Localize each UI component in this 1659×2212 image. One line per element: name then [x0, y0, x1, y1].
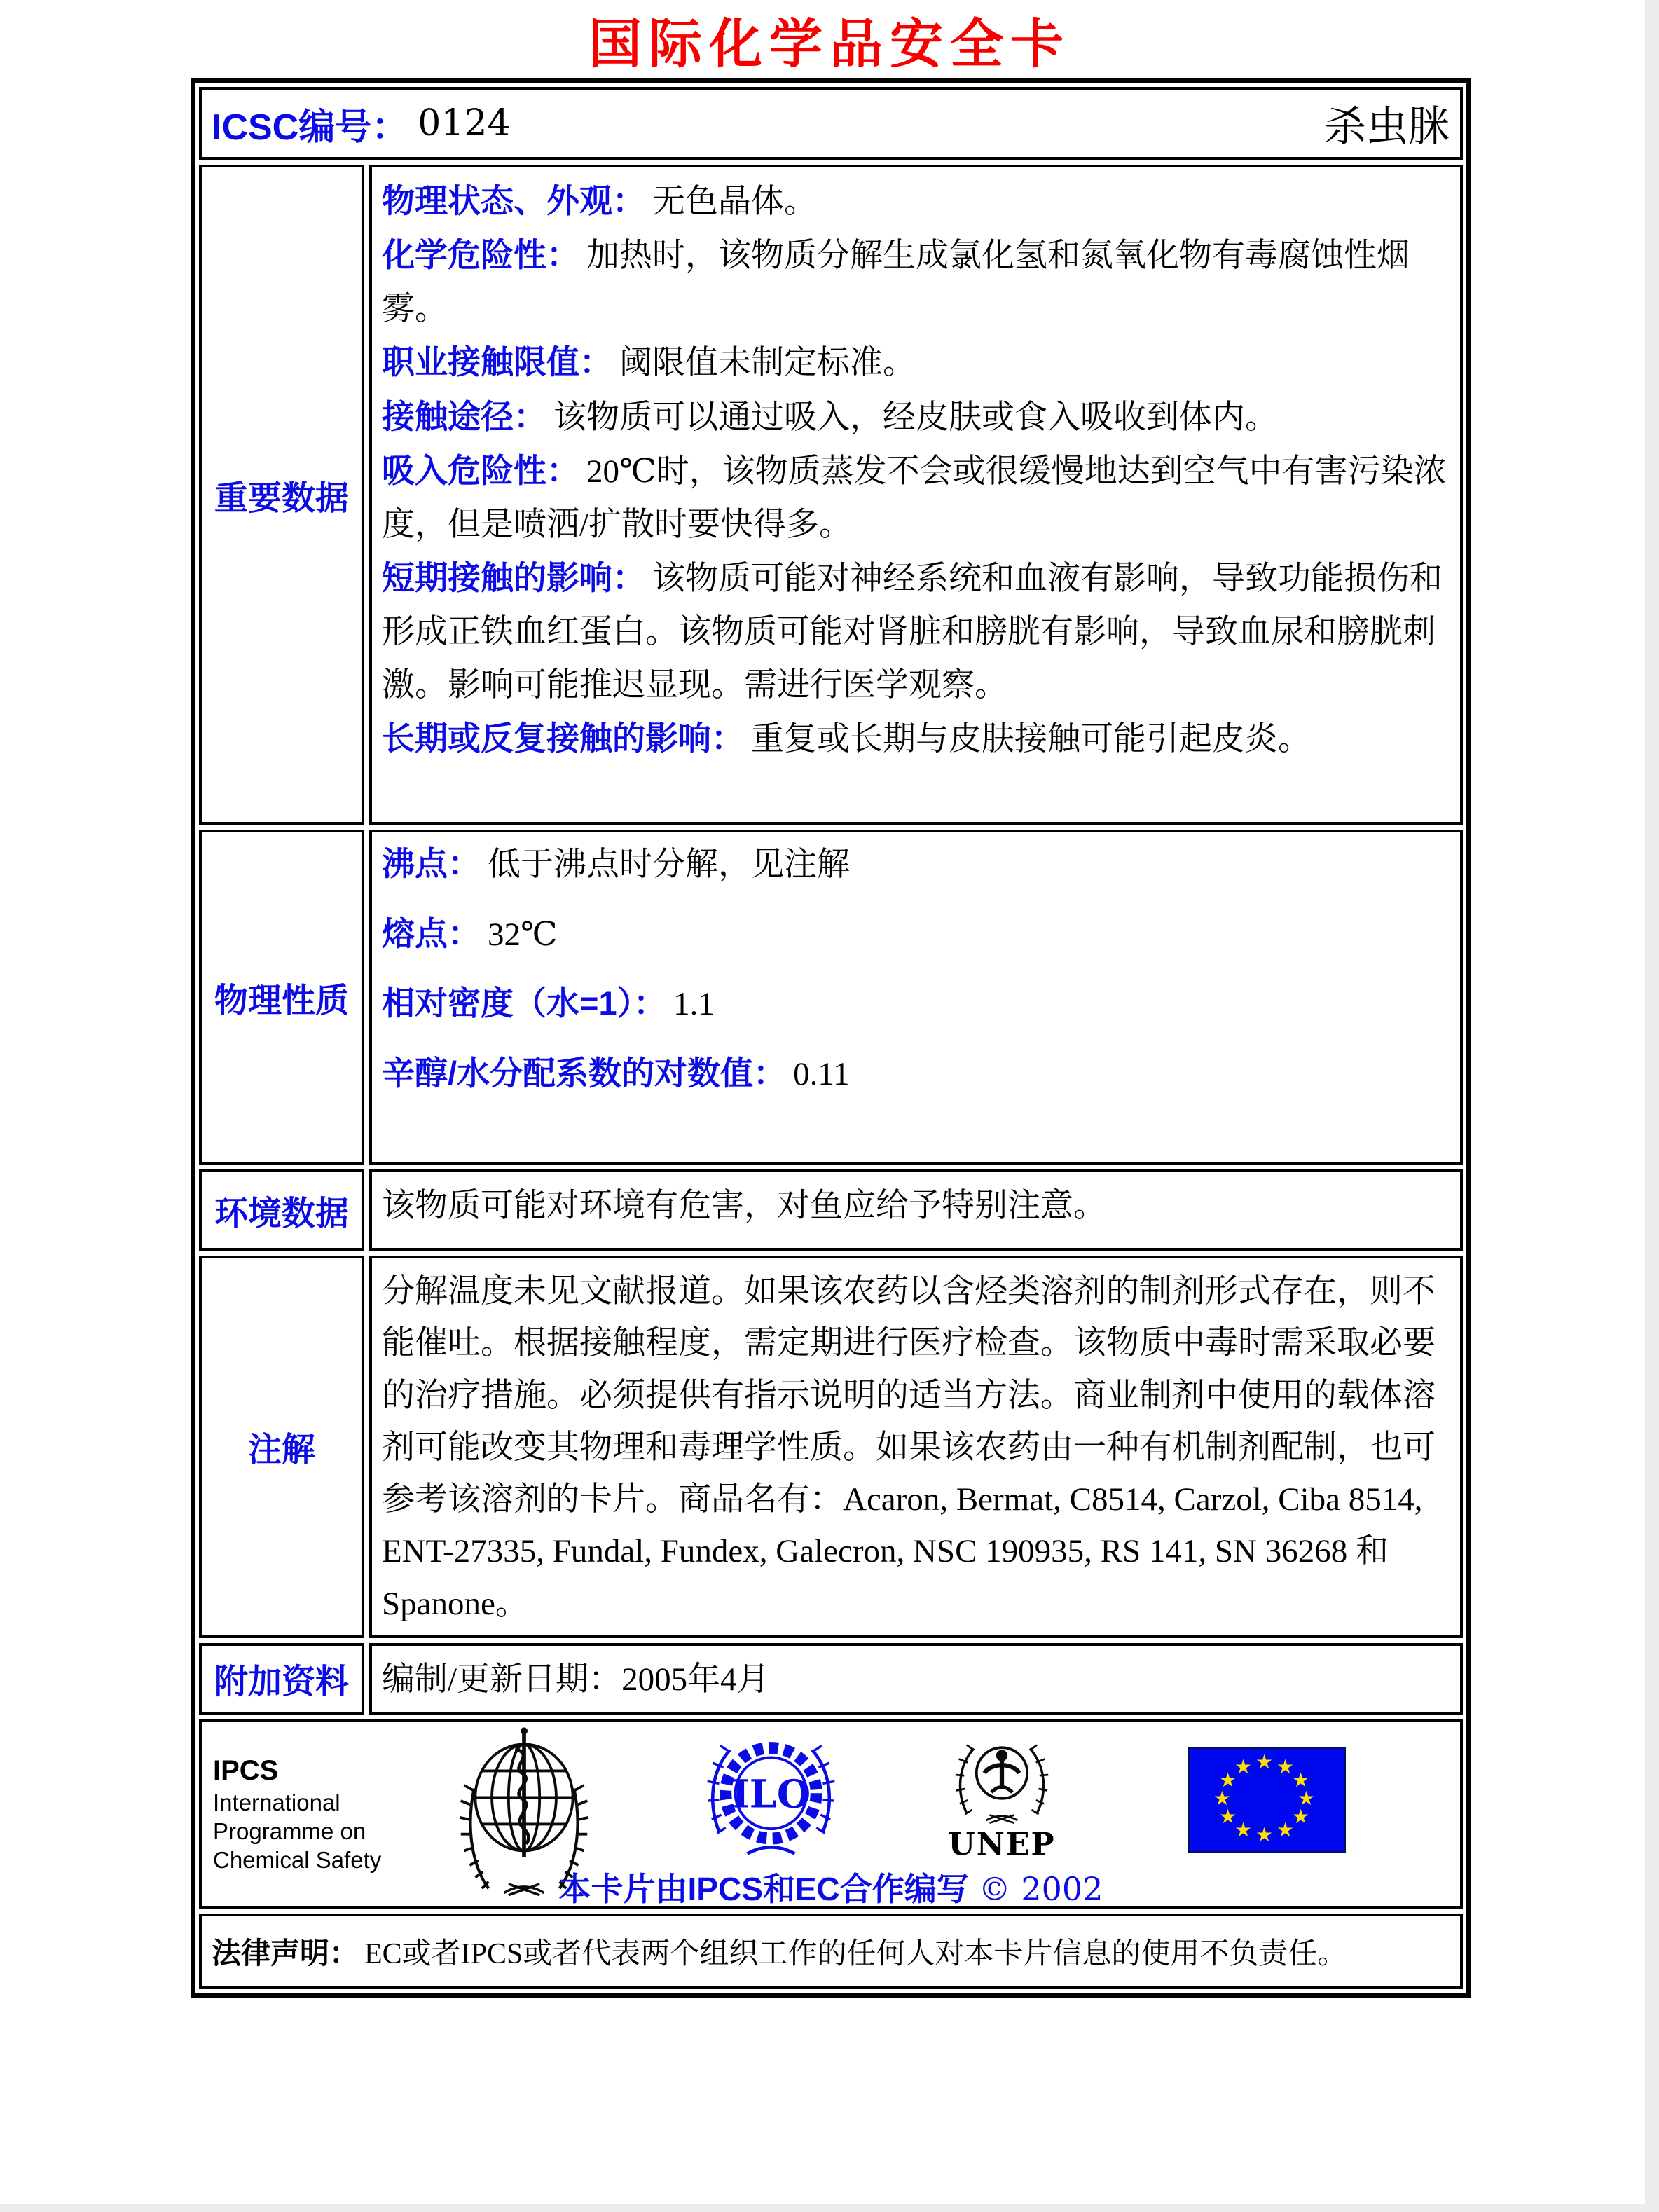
eu-star-icon: ★ [1234, 1754, 1253, 1778]
page-right-edge [1645, 0, 1659, 2212]
header-row [199, 87, 1463, 160]
update-date-value: 2005年4月 [621, 1661, 770, 1698]
section-label-notes: 注解 [199, 1256, 364, 1638]
icsc-card-table [191, 78, 1471, 1998]
additional-info-row [199, 1643, 1463, 1715]
unep-logo-text: UNEP [948, 1826, 1056, 1862]
important-item: 接触途径： 该物质可以通过吸入，经皮肤或食入吸收到体内。 [382, 397, 1278, 436]
physical-properties-content [369, 830, 1463, 1165]
footer-cell [199, 1719, 1463, 1909]
section-label-additional-info: 附加资料 [199, 1643, 364, 1715]
important-item: 职业接触限值： 阈限值未制定标准。 [382, 343, 916, 382]
physical-properties-row [199, 830, 1463, 1165]
footer-credit-line [202, 1864, 1460, 1910]
icsc-number-value: 0124 [418, 102, 511, 144]
ilo-logo-text: ILO [731, 1771, 811, 1818]
icsc-number-label: ICSC编号： [212, 107, 408, 148]
section-label-environmental-data: 环境数据 [199, 1169, 364, 1251]
eu-star-icon: ★ [1255, 1822, 1274, 1846]
eu-star-icon: ★ [1234, 1818, 1253, 1841]
eu-flag-stars [1190, 1749, 1344, 1851]
unep-logo-block [946, 1729, 1058, 1862]
eu-star-icon: ★ [1219, 1804, 1237, 1828]
important-item: 物理状态、外观： 无色晶体。 [382, 182, 817, 220]
physical-item: 辛醇/水分配系数的对数值： 0.11 [382, 1054, 850, 1092]
legal-notice-label: 法律声明： [212, 1936, 359, 1970]
eu-star-icon: ★ [1291, 1768, 1310, 1792]
eu-star-icon: ★ [1291, 1804, 1310, 1828]
unep-logo-icon [949, 1729, 1054, 1827]
ipcs-acronym: IPCS [213, 1754, 279, 1786]
section-label-physical-properties: 物理性质 [199, 830, 364, 1165]
update-date-label: 编制/更新日期： [382, 1661, 622, 1698]
legal-row [199, 1914, 1463, 1989]
eu-star-icon: ★ [1255, 1750, 1274, 1773]
eu-flag-icon [1188, 1747, 1346, 1853]
chemical-name: 杀虫脒 [1324, 104, 1450, 150]
physical-item: 相对密度（水=1）： 1.1 [382, 984, 715, 1022]
eu-star-icon: ★ [1297, 1786, 1316, 1810]
header-cell [199, 87, 1463, 160]
copyright-text: © 2002 [978, 1869, 1103, 1908]
important-item: 长期或反复接触的影响： 重复或长期与皮肤接触可能引起皮炎。 [382, 720, 1311, 758]
important-data-content [369, 165, 1463, 825]
environmental-data-content: 该物质可能对环境有危害，对鱼应给予特别注意。 [369, 1169, 1463, 1251]
important-item: 化学危险性： 加热时，该物质分解生成氯化氢和氮氧化物有毒腐蚀性烟雾。 [382, 236, 1410, 328]
section-label-important-data: 重要数据 [199, 165, 364, 825]
physical-item: 沸点： 低于沸点时分解，见注解 [382, 845, 850, 883]
eu-star-icon: ★ [1276, 1818, 1295, 1841]
additional-info-content [369, 1643, 1463, 1715]
environmental-data-row [199, 1169, 1463, 1251]
important-data-row [199, 165, 1463, 825]
important-item: 吸入危险性： 20℃时，该物质蒸发不会或很缓慢地达到空气中有害污染浓度，但是喷洒/扩散时要快得多。 [382, 451, 1447, 543]
ilo-logo-icon [706, 1732, 836, 1865]
legal-cell [199, 1914, 1463, 1989]
page-title: 国际化学品安全卡 [588, 13, 1071, 75]
notes-content: 分解温度未见文献报道。如果该农药以含烃类溶剂的制剂形式存在，则不能催吐。根据接触程度，需定期进行医疗检查。该物质中毒时需采取必要的治疗措施。必须提供有指示说明的适当方法。商业制剂中使用的载体溶剂可能改变其物理和毒理学性质。如果该农药由一种有机制剂配制，也可参考该溶剂的卡片。商品名有：Acaron, Bermat, C8514, Carzol, Ciba 8514, ENT-27335, Fundal, Fundex, Galecron, NSC 190935, RS 141, SN 36268 和 Spanone。 [369, 1256, 1463, 1638]
eu-star-icon: ★ [1213, 1786, 1232, 1810]
important-item: 短期接触的影响： 该物质可能对神经系统和血液有影响，导致功能损伤和形成正铁血红蛋白。该物质可能对肾脏和膀胱有影响，导致血尿和膀胱刺激。影响可能推迟显现。需进行医学观察。 [382, 558, 1443, 704]
notes-row [199, 1256, 1463, 1638]
eu-star-icon: ★ [1219, 1768, 1237, 1792]
footer-logos-row [199, 1719, 1463, 1909]
credit-text: 本卡片由IPCS和EC合作编写 [558, 1870, 969, 1907]
eu-star-icon: ★ [1276, 1754, 1295, 1778]
page-bottom-edge [0, 2204, 1659, 2212]
ipcs-text-block: IPCS International Programme on Chemical Safety [213, 1753, 381, 1875]
physical-item: 熔点： 32℃ [382, 914, 558, 953]
legal-notice-text: EC或者IPCS或者代表两个组织工作的任何人对本卡片信息的使用不负责任。 [364, 1937, 1347, 1970]
